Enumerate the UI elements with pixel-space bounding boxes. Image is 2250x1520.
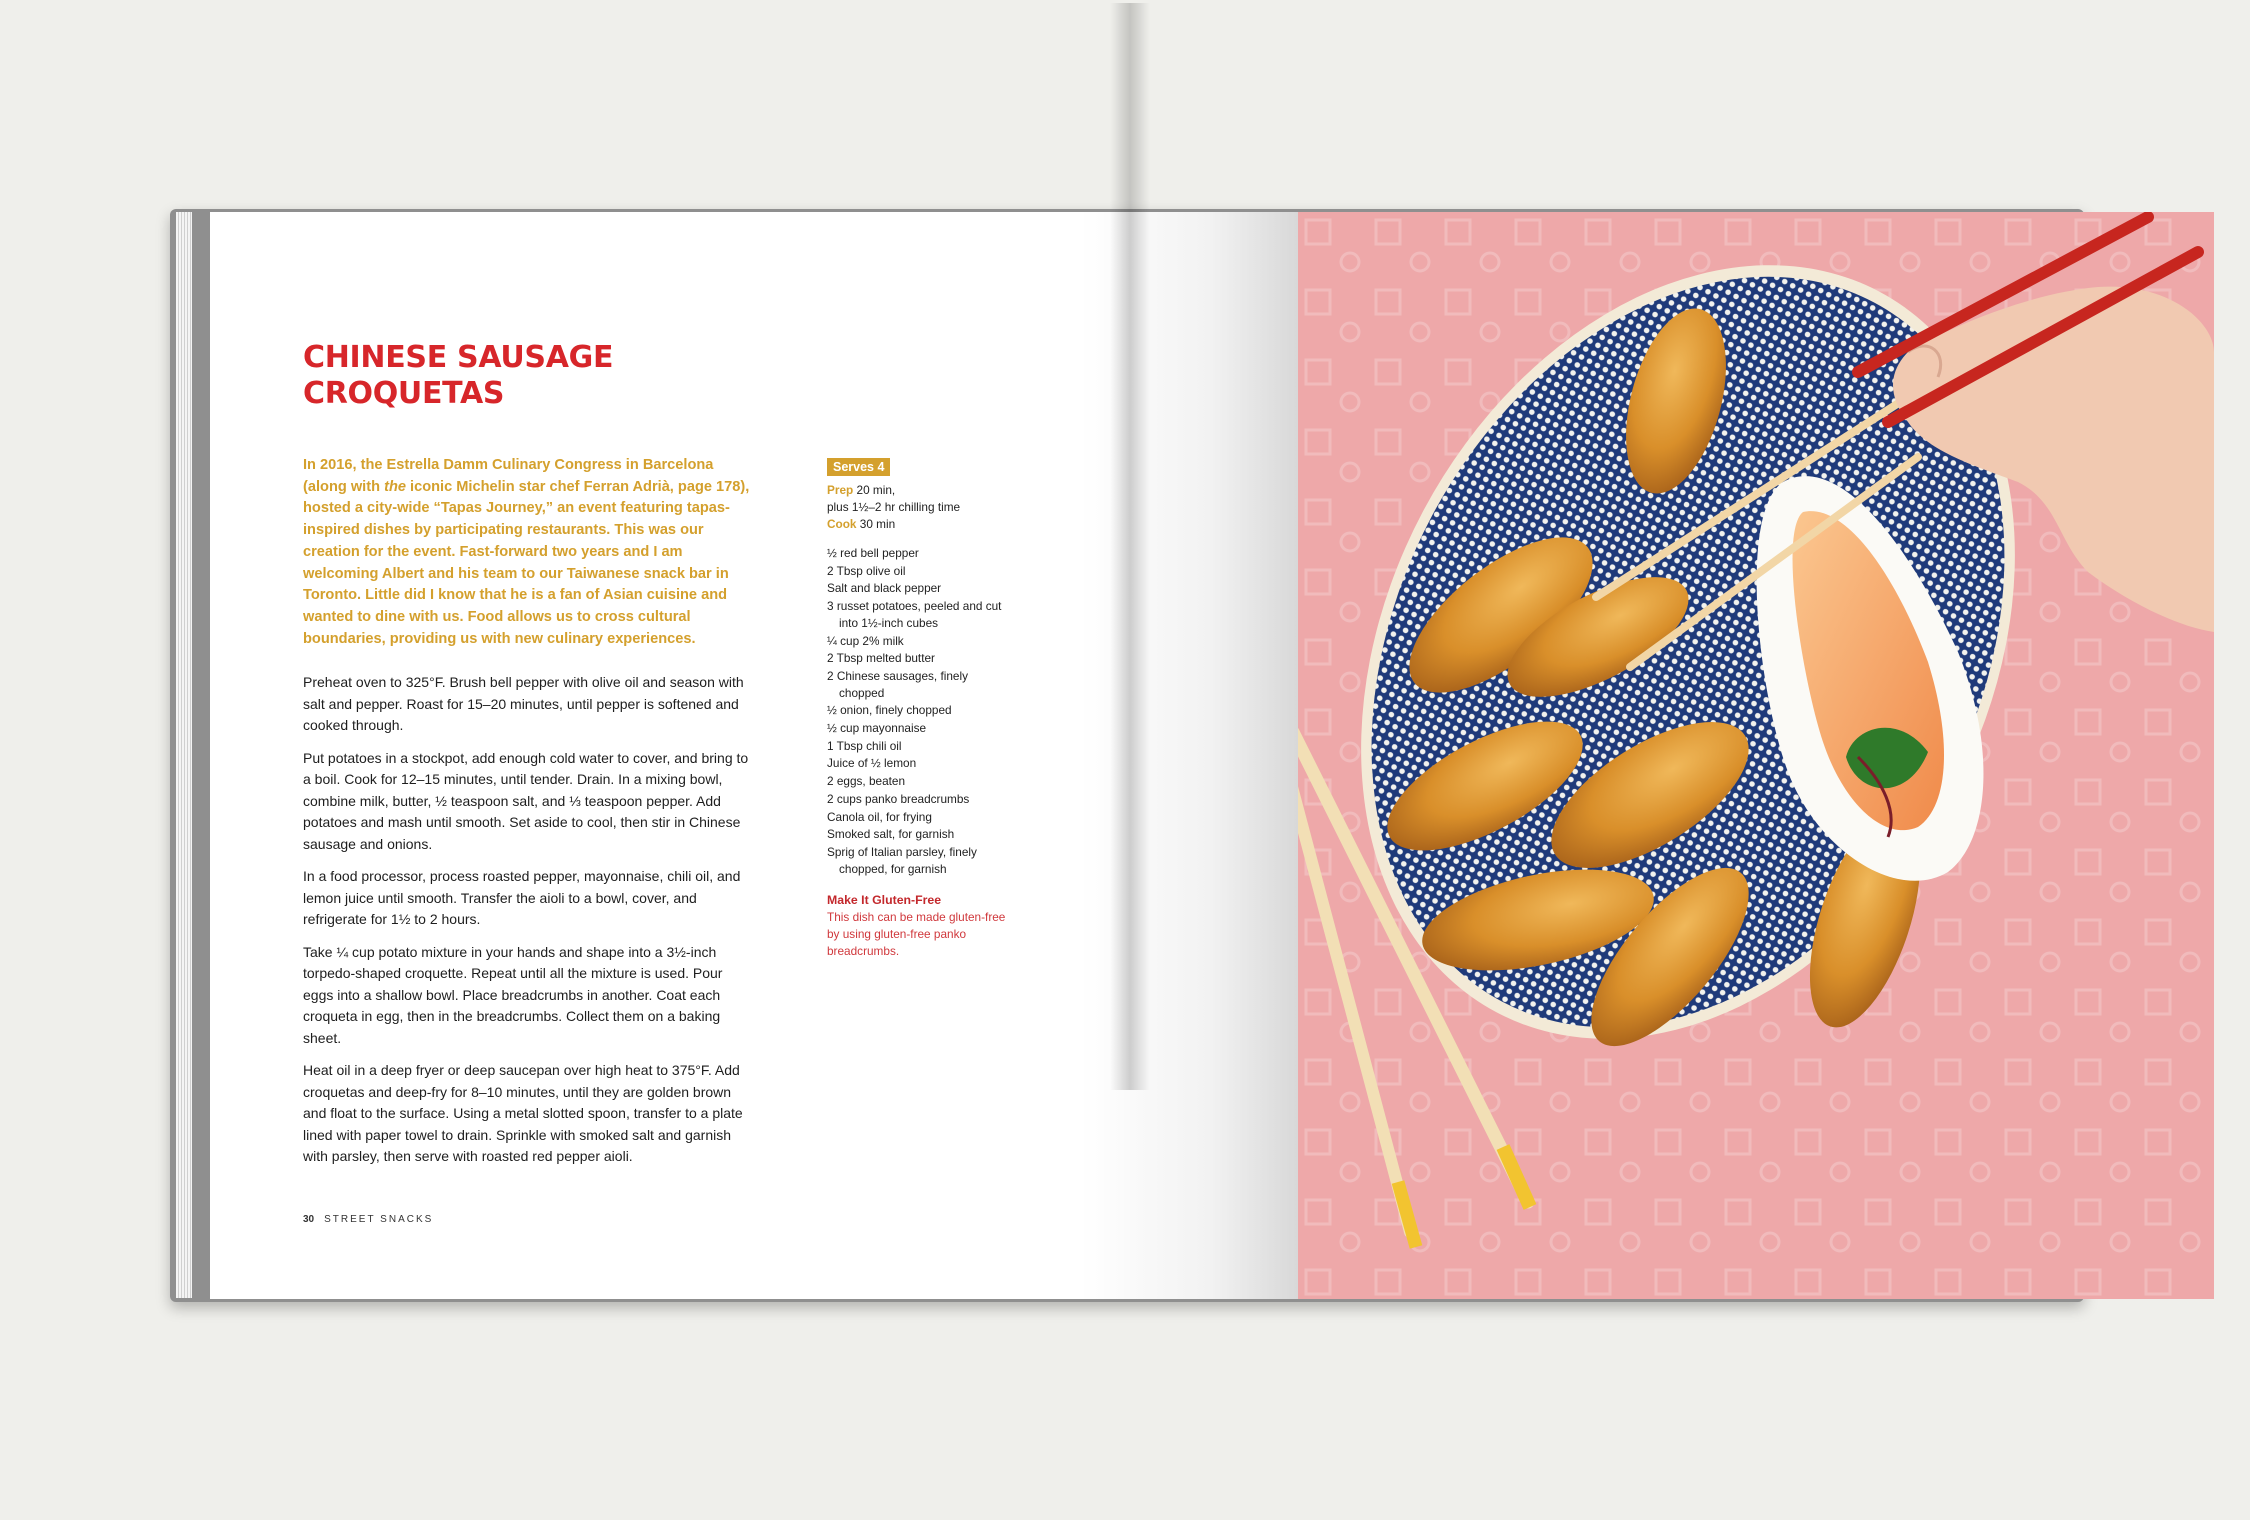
ingredient-item: 2 Chinese sausages, finely chopped (827, 668, 968, 700)
recipe-photo (1298, 212, 2214, 1299)
ingredient-item: 1 Tbsp chili oil (827, 738, 902, 753)
ingredient-item: Salt and black pepper (827, 581, 942, 596)
method-step: Put potatoes in a stockpot, add enough cold water to cover, and bring to a boil. Cook for 12–15 minutes, until tender. Drain. In a mixing bowl, combine milk, butter, ½ teaspoon salt, and ⅓ teaspoon pepper. Add potatoes and mash until smooth. Set aside to cool, then stir in Chinese sausage and onions. (303, 749, 749, 852)
ingredient-item: ½ cup mayonnaise (827, 721, 927, 736)
ingredient-list (827, 545, 1007, 877)
ingredient-item: 2 Tbsp olive oil (827, 563, 906, 578)
intro-emphasis: the (384, 478, 406, 495)
method-steps (303, 672, 753, 1179)
ingredient-item: Juice of ½ lemon (827, 756, 917, 771)
recipe-title (303, 340, 903, 412)
ingredient-item: 2 cups panko breadcrumbs (827, 791, 970, 806)
cook-time (827, 516, 1007, 533)
ingredient-item: ¼ cup 2% milk (827, 633, 904, 648)
ingredient-item: Sprig of Italian parsley, finely chopped, for garnish (827, 844, 977, 876)
ingredient-item: 2 Tbsp melted butter (827, 651, 935, 666)
recipe-title-line-1: CHINESE SAUSAGE (303, 340, 614, 375)
cook-value: 30 min (859, 517, 896, 531)
ingredient-item: Canola oil, for frying (827, 809, 932, 824)
ingredient-item: 2 eggs, beaten (827, 774, 906, 789)
intro-text-1: In 2016, the Estrella Damm Culinary Congress in Barcelona (along with (303, 457, 714, 495)
prep-extra: plus 1½–2 hr chilling time (827, 500, 961, 514)
gluten-free-heading: Make It Gluten-Free (827, 893, 942, 908)
method-step: Heat oil in a deep fryer or deep saucepan over high heat to 375°F. Add croquetas and deep-fry for 8–10 minutes, until they are golden brown and float to the surface. Using a metal slotted spoon, transfer to a plate lined with paper towel to drain. Sprinkle with smoked salt and garnish with parsley, then serve with roasted red pepper aioli. (303, 1062, 743, 1164)
ingredient-item: Smoked salt, for garnish (827, 827, 955, 842)
intro-text-2: iconic Michelin star chef Ferran Adrià, page 178), hosted a city-wide “Tapas Journey,” an event featuring tapas-inspired dishes by participating restaurants. This was our creation for the event. Fast-forward two years and I am welcoming Albert and his team to our Taiwanese snack bar in Toronto. Little did I know that he is a fan of Asian cuisine and wanted to dine with us. Food allows us to cross cultural boundaries, providing us with new culinary experiences. (303, 478, 750, 647)
page-edges-left (176, 212, 192, 1298)
ingredient-item: ½ red bell pepper (827, 546, 919, 560)
prep-value: 20 min, (856, 483, 896, 497)
page-number: 30 (303, 1214, 315, 1225)
prep-label: Prep (827, 483, 854, 497)
recipe-intro (303, 455, 753, 650)
section-name: STREET SNACKS (324, 1214, 434, 1225)
method-step: Take ¼ cup potato mixture in your hands and shape into a 3½-inch torpedo-shaped croquette. Repeat until all the mixture is used. Pour eggs into a shallow bowl. Place breadcrumbs in another. Coat each croqueta in egg, then in the breadcrumbs. Collect them on a baking sheet. (303, 943, 723, 1046)
gluten-free-note: This dish can be made gluten-free by using gluten-free panko breadcrumbs. (827, 910, 1006, 958)
method-step: Preheat oven to 325°F. Brush bell pepper with olive oil and season with salt and pepper. Roast for 15–20 minutes, until pepper is softened and cooked through. (303, 674, 744, 733)
recipe-sidebar (827, 458, 1007, 959)
prep-time (827, 482, 1007, 499)
recipe-title-line-2: CROQUETAS (303, 376, 505, 411)
ingredient-item: ½ onion, finely chopped (827, 703, 952, 718)
method-step: In a food processor, process roasted pepper, mayonnaise, chili oil, and lemon juice until smooth. Transfer the aioli to a bowl, cover, and refrigerate for 1½ to 2 hours. (303, 868, 741, 927)
page-footer (303, 1214, 433, 1225)
ingredient-item: 3 russet potatoes, peeled and cut into 1½-inch cubes (827, 599, 1002, 630)
serves-badge: Serves 4 (827, 458, 890, 476)
cook-label: Cook (827, 517, 857, 531)
